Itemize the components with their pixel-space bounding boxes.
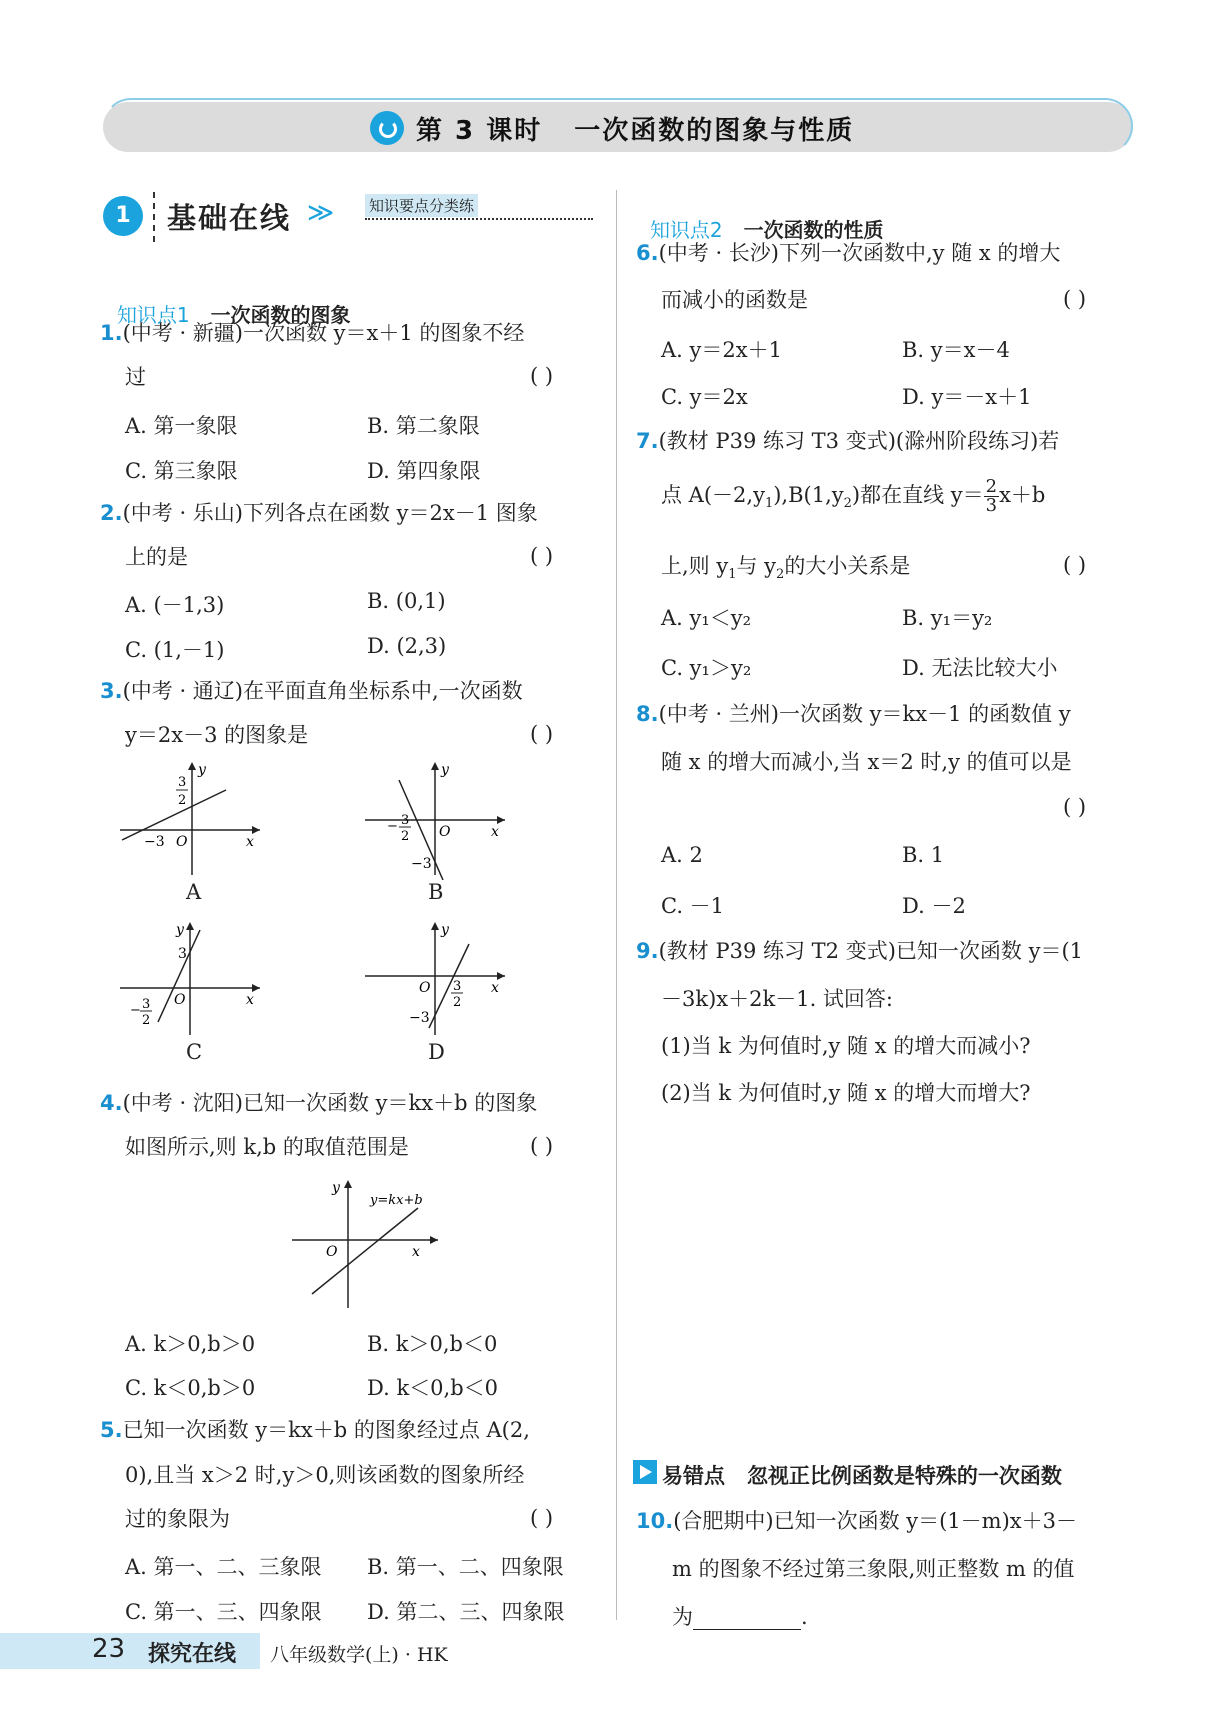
q5-line3: 过的象限为: [125, 1507, 230, 1531]
section-tag: 知识要点分类练: [365, 194, 478, 217]
q7-option-b: B. y₁＝y₂: [902, 606, 993, 630]
error-point-title: 忽视正比例函数是特殊的一次函数: [746, 1464, 1062, 1488]
lesson-number: 第 3 课时: [416, 115, 543, 146]
q1-line1: [100, 320, 524, 346]
lesson-title: [370, 108, 854, 148]
subscript: 2: [843, 496, 852, 512]
q6-option-c: C. y＝2x: [661, 385, 748, 409]
q7-text: (教材 P39 练习 T3 变式)(滁州阶段练习)若: [658, 429, 1060, 453]
y-intercept-den: 2: [178, 793, 187, 808]
q10-text: (合肥期中)已知一次函数 y＝(1－m)x＋3－: [673, 1509, 1077, 1533]
subscript: 1: [728, 567, 737, 583]
x-intercept-den: 2: [142, 1013, 151, 1028]
q3-line1: [100, 678, 523, 704]
answer-blank[interactable]: [693, 1607, 801, 1630]
x-axis-label: x: [491, 824, 499, 840]
q6-line2: 而减小的函数是: [661, 288, 808, 312]
q3-graph-c-label: C: [186, 1040, 203, 1064]
q5-option-d: D. 第二、三、四象限: [367, 1600, 565, 1624]
y-axis-label: y: [176, 922, 184, 938]
play-icon: [633, 1460, 657, 1484]
q7-option-c: C. y₁＞y₂: [661, 656, 752, 680]
fraction-denominator: 3: [985, 495, 998, 516]
q3-answer-paren: ( ): [530, 722, 554, 746]
q2-number: 2.: [100, 501, 123, 525]
x-axis-label: x: [491, 980, 499, 996]
q7-l2-part: x＋b: [999, 483, 1046, 507]
q4-option-c: C. k＜0,b＞0: [125, 1376, 256, 1400]
q10-number: 10.: [636, 1509, 674, 1533]
footer-book: 八年级数学(上) · HK: [270, 1644, 448, 1666]
fraction-numerator: 2: [985, 476, 998, 497]
q5-option-b: B. 第一、二、四象限: [367, 1555, 564, 1579]
q6-option-b: B. y＝x－4: [902, 338, 1010, 362]
subscript: 1: [764, 496, 774, 512]
q1-answer-paren: ( ): [530, 364, 554, 388]
page-number: 23: [92, 1634, 126, 1664]
x-axis-label: x: [246, 992, 254, 1008]
q10-l3-part: .: [801, 1605, 808, 1629]
y-axis-label: y: [441, 922, 449, 938]
q7-l2-part: )都在直线 y＝: [851, 483, 984, 507]
q3-number: 3.: [100, 679, 123, 703]
q2-option-c: C. (1,－1): [125, 638, 225, 662]
q9-number: 9.: [636, 939, 659, 963]
q4-line2: 如图所示,则 k,b 的取值范围是: [125, 1135, 409, 1159]
q3-line2: y＝2x－3 的图象是: [125, 723, 309, 747]
q6-number: 6.: [636, 241, 659, 265]
origin-label: O: [174, 992, 186, 1008]
q7-l2-part: 点 A(－2,y: [661, 483, 765, 507]
q7-option-a: A. y₁＜y₂: [661, 606, 752, 630]
q2-option-b: B. (0,1): [367, 589, 446, 613]
q9-line2: －3k)x＋2k－1. 试回答:: [661, 987, 893, 1011]
q1-option-a: A. 第一象限: [125, 414, 238, 438]
q1-option-b: B. 第二象限: [367, 414, 480, 438]
q7-line2: [661, 478, 1045, 517]
q8-option-b: B. 1: [902, 843, 945, 867]
origin-label: O: [419, 980, 431, 996]
line-equation-label: y=kx+b: [370, 1193, 423, 1208]
section-heading: [103, 192, 591, 242]
q7-l2-part: ),B(1,y: [773, 483, 844, 507]
q7-line3: [661, 553, 910, 588]
x-intercept-num: 3: [401, 813, 410, 828]
y-intercept-label: −3: [409, 1010, 430, 1026]
q7-l3-part: 的大小关系是: [784, 554, 911, 578]
q8-line1: [636, 701, 1071, 727]
q6-line1: [636, 240, 1060, 266]
q1-text: (中考 · 新疆)一次函数 y＝x＋1 的图象不经: [122, 321, 525, 345]
kp-title: 一次函数的图象: [210, 303, 351, 327]
column-divider: [616, 190, 617, 1620]
q8-number: 8.: [636, 702, 659, 726]
x-intercept-num: 3: [142, 997, 151, 1012]
q3-graph-d: [365, 920, 515, 1040]
q1-number: 1.: [100, 321, 123, 345]
double-arrow-icon: ≫: [307, 198, 335, 228]
q4-answer-paren: ( ): [530, 1134, 554, 1158]
y-intercept-label: 3: [178, 946, 187, 962]
q4-graph: [288, 1178, 448, 1312]
neg-sign: −: [130, 1003, 141, 1018]
q7-l3-part: 与 y: [736, 554, 777, 578]
clock-icon: [370, 111, 404, 145]
q5-line1: [100, 1417, 530, 1443]
q9-text: (教材 P39 练习 T2 变式)已知一次函数 y＝(1: [658, 939, 1083, 963]
q7-answer-paren: ( ): [1063, 553, 1087, 577]
q3-graph-d-label: D: [428, 1040, 445, 1064]
q5-line2: 0),且当 x＞2 时,y＞0,则该函数的图象所经: [125, 1463, 525, 1487]
neg-sign: −: [387, 819, 398, 834]
q4-option-b: B. k＞0,b＜0: [367, 1332, 498, 1356]
q2-line2: 上的是: [125, 545, 188, 569]
q1-line2: 过: [125, 365, 146, 389]
q10-line2: m 的图象不经过第三象限,则正整数 m 的值: [672, 1557, 1075, 1581]
origin-label: O: [176, 834, 188, 850]
fraction: [984, 478, 999, 515]
kp-label: 知识点2: [649, 218, 723, 242]
q3-graph-b-label: B: [428, 880, 444, 904]
q5-text: 已知一次函数 y＝kx＋b 的图象经过点 A(2,: [122, 1418, 530, 1442]
q6-text: (中考 · 长沙)下列一次函数中,y 随 x 的增大: [658, 241, 1061, 265]
q9-part1: (1)当 k 为何值时,y 随 x 的增大而减小?: [661, 1034, 1031, 1058]
q2-option-a: A. (－1,3): [125, 593, 225, 617]
x-axis-label: x: [412, 1244, 420, 1260]
q2-text: (中考 · 乐山)下列各点在函数 y＝2x－1 图象: [122, 501, 538, 525]
q8-option-a: A. 2: [661, 843, 703, 867]
y-intercept-label: −3: [411, 856, 432, 872]
origin-label: O: [439, 824, 451, 840]
q10-line3: [672, 1604, 808, 1630]
section-bracket: [153, 192, 159, 242]
q4-number: 4.: [100, 1091, 123, 1115]
q10-line1: [636, 1508, 1077, 1534]
x-axis-label: x: [246, 834, 254, 850]
q2-answer-paren: ( ): [530, 544, 554, 568]
q2-line1: [100, 500, 538, 526]
y-axis-label: y: [332, 1180, 340, 1196]
q8-text: (中考 · 兰州)一次函数 y＝kx－1 的函数值 y: [658, 702, 1071, 726]
error-point-heading: [662, 1460, 1062, 1490]
x-intercept-den: 2: [401, 829, 410, 844]
q4-line1: [100, 1090, 537, 1116]
origin-label: O: [326, 1244, 338, 1260]
q3-graph-a-label: A: [186, 880, 202, 904]
knowledge-point-2: [636, 190, 884, 243]
q1-option-d: D. 第四象限: [367, 459, 481, 483]
footer-brand: 探究在线: [148, 1642, 237, 1667]
q9-part2: (2)当 k 为何值时,y 随 x 的增大而增大?: [661, 1081, 1031, 1105]
kp-label: 知识点1: [116, 303, 190, 327]
q10-l3-part: 为: [672, 1605, 693, 1629]
q2-option-d: D. (2,3): [367, 634, 447, 658]
x-intercept-num: 3: [453, 979, 462, 994]
y-axis-label: y: [441, 762, 449, 778]
q4-option-d: D. k＜0,b＜0: [367, 1376, 499, 1400]
q1-option-c: C. 第三象限: [125, 459, 238, 483]
q6-option-d: D. y＝－x＋1: [902, 385, 1032, 409]
q3-graph-c: [120, 920, 270, 1040]
q6-answer-paren: ( ): [1063, 287, 1087, 311]
q3-graph-b: [365, 760, 515, 880]
q7-line1: [636, 428, 1059, 454]
q5-number: 5.: [100, 1418, 123, 1442]
lesson-name: 一次函数的图象与性质: [574, 115, 855, 146]
q3-text: (中考 · 通辽)在平面直角坐标系中,一次函数: [122, 679, 523, 703]
section-title: 基础在线: [167, 201, 292, 235]
q8-option-c: C. －1: [661, 894, 725, 918]
q4-text: (中考 · 沈阳)已知一次函数 y＝kx＋b 的图象: [122, 1091, 538, 1115]
q5-option-c: C. 第一、三、四象限: [125, 1600, 322, 1624]
q5-option-a: A. 第一、二、三象限: [125, 1555, 322, 1579]
error-point-label: 易错点: [662, 1464, 725, 1488]
q8-answer-paren: ( ): [1063, 795, 1087, 819]
y-intercept-num: 3: [178, 775, 187, 790]
kp-title: 一次函数的性质: [743, 218, 884, 242]
section-number-badge: 1: [103, 196, 143, 236]
q5-answer-paren: ( ): [530, 1506, 554, 1530]
x-intercept-label: −3: [144, 834, 165, 850]
q7-l3-part: 上,则 y: [661, 554, 729, 578]
q7-number: 7.: [636, 429, 659, 453]
subscript: 2: [776, 567, 785, 583]
q7-option-d: D. 无法比较大小: [902, 656, 1058, 680]
q8-option-d: D. －2: [902, 894, 966, 918]
q3-graph-a: [120, 760, 270, 880]
q8-line2: 随 x 的增大而减小,当 x＝2 时,y 的值可以是: [661, 750, 1072, 774]
q9-line1: [636, 938, 1083, 964]
y-axis-label: y: [198, 762, 206, 778]
q6-option-a: A. y＝2x＋1: [661, 338, 782, 362]
q4-option-a: A. k＞0,b＞0: [125, 1332, 256, 1356]
x-intercept-den: 2: [453, 995, 462, 1010]
dotted-line: [365, 218, 593, 220]
